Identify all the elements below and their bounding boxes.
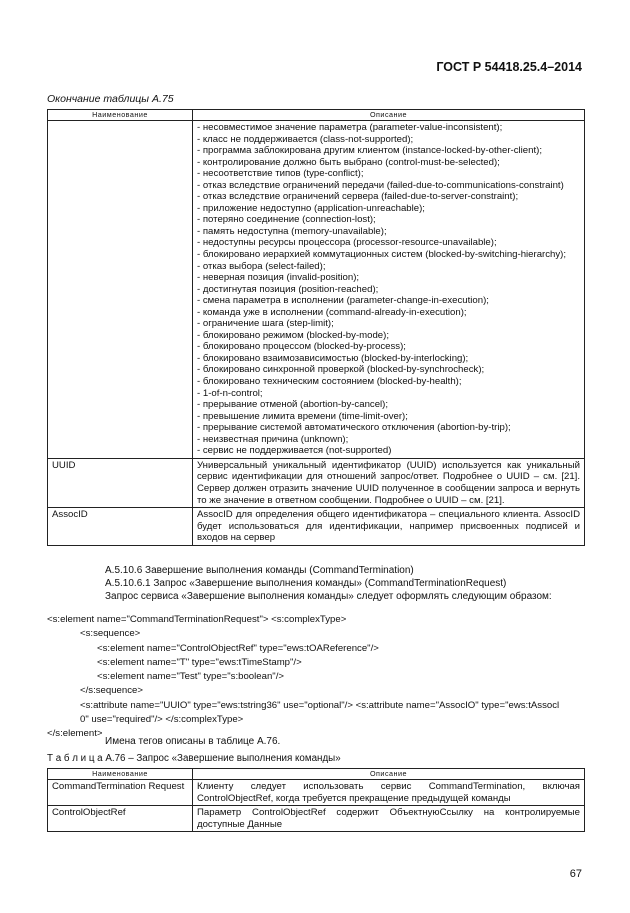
xml-code-block (47, 613, 592, 742)
code-line: <s:sequence> (80, 628, 141, 640)
section-heading-2: А.5.10.6.1 Запрос «Завершение выполнения команды» (CommandTerminationRequest) (105, 578, 507, 589)
tags-note: Имена тегов описаны в таблице А.76. (105, 736, 281, 747)
list-item: - блокировано взаимозависимостью (blocked-by-interlocking); (197, 352, 469, 364)
list-item: - приложение недоступно (application-unreachable); (197, 202, 425, 214)
list-item: - несовместимое значение параметра (parameter-value-inconsistent); (197, 122, 503, 133)
list-item: - отказ вследствие ограничений сервера (failed-due-to-server-constraint); (197, 191, 519, 203)
list-item: - контролирование должно быть выбрано (control-must-be-selected); (197, 156, 500, 168)
table-cell-description: Клиенту следует использовать сервис CommandTermination, включая ControlObjectRef, когда требуется прекращение предыдущей команды (193, 780, 585, 806)
list-item: - смена параметра в исполнении (parameter-change-in-execution); (197, 295, 489, 307)
list-item: - программа заблокирована другим клиентом (instance-locked-by-other-client); (197, 145, 542, 157)
list-item: - недоступны ресурсы процессора (processor-resource-unavailable); (197, 237, 497, 249)
list-item: - отказ выбора (select-failed); (197, 260, 326, 272)
column-header-description: Описание (193, 110, 585, 121)
table-row (48, 780, 585, 806)
section-heading-1: А.5.10.6 Завершение выполнения команды (CommandTermination) (105, 565, 414, 576)
table-a76 (47, 768, 585, 832)
table-cell-description: Параметр ControlObjectRef содержит ОбъектнуюСсылку на контролируемые доступные Данные (193, 806, 585, 832)
code-line: <s:element name="Test" type="s:boolean"/> (97, 671, 284, 683)
column-header-name: Наименование (48, 769, 193, 780)
reason-list-cell (193, 121, 585, 459)
list-item: - память недоступна (memory-unavailable); (197, 225, 387, 237)
code-line: <s:attribute name="UUIO" type="ews:tstring36" use="optional"/> <s:attribute name="AssocIO" type="ews:tAssocl (80, 699, 560, 711)
list-item: - блокировано процессом (blocked-by-process); (197, 341, 406, 353)
table-cell-name: UUID (48, 458, 193, 507)
list-item: - превышение лимита времени (time-limit-over); (197, 410, 408, 422)
code-line: </s:sequence> (80, 685, 143, 697)
table-row-associd (48, 508, 585, 546)
page-number: 67 (569, 868, 582, 880)
table-cell-name: CommandTermination Request (48, 780, 193, 806)
list-item: - команда уже в исполнении (command-already-in-execution); (197, 306, 467, 318)
table-header-row (48, 110, 585, 121)
table-row-uuid (48, 458, 585, 507)
table-cell-empty (48, 121, 193, 459)
table-row (48, 121, 585, 459)
list-item: - блокировано режимом (blocked-by-mode); (197, 329, 389, 341)
list-item: - достигнутая позиция (position-reached); (197, 283, 379, 295)
table-cell-description: AssocID для определения общего идентификатора – специального клиента. AssocID будет использоваться для идентификации, например присвоенных подписей и входов на сервер (193, 508, 585, 546)
table-cell-name: ControlObjectRef (48, 806, 193, 832)
reason-list (197, 122, 580, 457)
column-header-description: Описание (193, 769, 585, 780)
code-line: </s:element> (47, 728, 103, 740)
table-a75-caption: Окончание таблицы А.75 (47, 93, 174, 105)
table-a75 (47, 109, 585, 546)
table-cell-description: Универсальный уникальный идентификатор (UUID) используется как уникальный сервис идентификации для отношений запрос/ответ. Подробнее о UUID – см. [21]. Сервер должен отразить значение UUID полученное в сообщении запроса и вернуть то же значение в ответном сообщении. Подробнее о UUID – см. [21]. (193, 458, 585, 507)
list-item: - несоответствие типов (type-conflict); (197, 168, 364, 180)
document-header: ГОСТ Р 54418.25.4–2014 (436, 60, 582, 74)
table-row (48, 806, 585, 832)
section-intro: Запрос сервиса «Завершение выполнения команды» следует оформлять следующим образом: (105, 591, 552, 602)
list-item: - блокировано иерархией коммутационных систем (blocked-by-switching-hierarchy); (197, 249, 567, 261)
code-line: <s:element name="ControlObjectRef" type="ews:tOAReference"/> (97, 642, 379, 654)
list-item: - ограничение шага (step-limit); (197, 318, 334, 330)
code-line: <s:element name="CommandTerminationRequest"> <s:complexType> (47, 614, 347, 625)
list-item: - неизвестная причина (unknown); (197, 433, 349, 445)
column-header-name: Наименование (48, 110, 193, 121)
list-item: - 1-of-n-control; (197, 387, 263, 399)
code-line: <s:element name="T" type="ews:tTimeStamp"/> (97, 656, 302, 668)
list-item: - сервис не поддерживается (not-supported) (197, 445, 392, 457)
list-item: - прерывание системой автоматического отключения (abortion-by-trip); (197, 422, 511, 434)
code-line: 0" use="required"/> </s:complexType> (80, 714, 244, 726)
table-a76-caption: Т а б л и ц а А.76 – Запрос «Завершение выполнения команды» (47, 753, 341, 764)
list-item: - класс не поддерживается (class-not-supported); (197, 133, 414, 145)
list-item: - потеряно соединение (connection-lost); (197, 214, 376, 226)
table-cell-name: AssocID (48, 508, 193, 546)
list-item: - отказ вследствие ограничений передачи (failed-due-to-communications-constraint) (197, 179, 564, 191)
table-header-row (48, 769, 585, 780)
list-item: - прерывание отменой (abortion-by-cancel); (197, 399, 389, 411)
list-item: - блокировано синхронной проверкой (blocked-by-synchrocheck); (197, 364, 485, 376)
list-item: - блокировано техническим состоянием (blocked-by-health); (197, 376, 462, 388)
list-item: - неверная позиция (invalid-position); (197, 272, 360, 284)
